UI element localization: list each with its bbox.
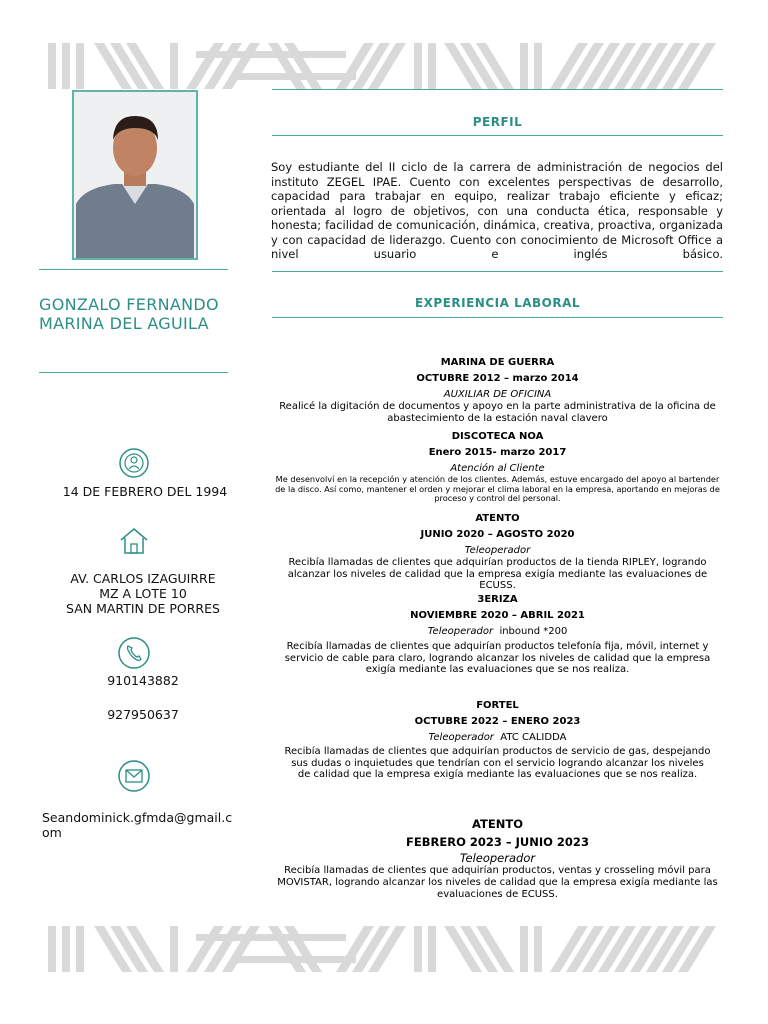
experience-entry	[272, 356, 723, 424]
section-title-profile: PERFIL	[472, 115, 523, 129]
job-dates: OCTUBRE 2022 – ENERO 2023	[414, 716, 581, 727]
address-line: AV. CARLOS IZAGUIRRE	[70, 571, 216, 586]
profile-photo	[72, 90, 198, 260]
experience-entry	[272, 593, 723, 676]
experience-entry	[272, 699, 723, 781]
phone-number: 910143882	[107, 673, 179, 688]
company-name: 3ERIZA	[477, 594, 518, 605]
job-role	[272, 388, 723, 401]
divider	[272, 135, 723, 136]
address-line: MZ A LOTE 10	[99, 586, 187, 601]
email: Seandominick.gfmda@gmail.com	[42, 810, 233, 840]
job-role-title: Teleoperador	[459, 851, 536, 865]
job-role	[272, 625, 723, 638]
experience-entry	[272, 430, 723, 504]
section-title-experience: EXPERIENCIA LABORAL	[414, 296, 581, 310]
job-role-title: Teleoperador	[464, 545, 531, 556]
mail-icon	[118, 760, 150, 792]
phone-icon	[118, 637, 150, 669]
person-name: GONZALO FERNANDO MARINA DEL AGUILA	[39, 295, 219, 333]
stripe-pattern	[46, 926, 719, 972]
experience-entry	[272, 512, 723, 592]
divider	[272, 317, 723, 318]
job-role	[272, 852, 723, 865]
profile-text: Soy estudiante del II ciclo de la carrera de administración de negocios del instituto ZEGEL IPAE. Cuento con excelentes perspectivas de desarrollo, capacidad para trabajar en equipo, realizar trabajo eficiente y eficaz; orientada al logro de objetivos, con una conducta ética, responsable y honesta; facilidad de comunicación, dinámica, creativa, proactiva, organizada y con capacidad de liderazgo. Cuento con conocimiento de Microsoft Office a nivel usuario e inglés básico.	[271, 160, 723, 261]
job-description: Recibía llamadas de clientes que adquirían productos, ventas y crosseling móvil para MOVISTAR, logrando alcanzar los niveles de calidad que la empresa exigía mediante las evaluaciones de ECUSS.	[277, 865, 718, 900]
address	[40, 571, 246, 616]
company-name: FORTEL	[476, 700, 519, 711]
divider	[272, 271, 723, 272]
avatar	[74, 92, 196, 258]
stripe-pattern	[46, 43, 719, 89]
person-icon	[119, 448, 149, 478]
job-role	[272, 544, 723, 557]
job-dates: FEBRERO 2023 – JUNIO 2023	[406, 835, 589, 849]
job-role-title: Teleoperador	[427, 626, 494, 637]
job-dates: Enero 2015- marzo 2017	[428, 447, 567, 458]
job-dates: JUNIO 2020 – AGOSTO 2020	[420, 529, 575, 540]
job-role	[272, 731, 723, 744]
job-role-detail: ATC CALIDDA	[500, 732, 567, 743]
job-dates: NOVIEMBRE 2020 – ABRIL 2021	[410, 610, 585, 621]
address-line: SAN MARTIN DE PORRES	[66, 601, 220, 616]
bottom-pattern-band	[46, 926, 719, 972]
top-pattern-band	[46, 43, 719, 89]
birthdate: 14 DE FEBRERO DEL 1994	[62, 484, 228, 499]
job-role-title: Teleoperador	[428, 732, 494, 743]
job-role-title: Atención al Cliente	[450, 463, 545, 474]
divider	[272, 89, 723, 90]
divider	[39, 269, 228, 270]
job-description: Recibía llamadas de clientes que adquirían productos telefonía fija, móvil, internet y servicio de cable para claro, logrando alcanzar los niveles de calidad que la empresa exigía mediante las evaluaciones que se nos realiza.	[284, 641, 711, 675]
job-description: Me desenvolví en la recepción y atención de los clientes. Además, estuve encargado del apoyo al bartender de la disco. Así como, mantener el orden y mejorar el clima laboral en la empresa, aportando en mejoras de proceso y control del personal.	[275, 474, 720, 503]
company-name: MARINA DE GUERRA	[440, 357, 555, 368]
company-name: DISCOTECA NOA	[451, 431, 544, 442]
home-icon	[118, 526, 148, 556]
job-description: Recibía llamadas de clientes que adquirían productos de la tienda RIPLEY, logrando alcanzar los niveles de calidad que la empresa exigía mediante las evaluaciones de ECUSS.	[287, 557, 708, 591]
job-role-title: AUXILIAR DE OFICINA	[443, 389, 552, 400]
company-name: ATENTO	[472, 817, 523, 831]
job-description: Realicé la digitación de documentos y apoyo en la parte administrativa de la oficina de abastecimiento de la estación naval clavero	[279, 401, 716, 424]
job-role-detail: inbound *200	[499, 626, 568, 637]
divider	[39, 372, 228, 373]
company-name: ATENTO	[475, 513, 520, 524]
job-description: Recibía llamadas de clientes que adquirían productos de servicio de gas, despejando sus dudas o inquietudes que tendrían con el servicio logrando alcanzar los niveles de calidad que la empresa exigía mediante las evaluaciones que se nos realiza.	[284, 746, 711, 780]
job-dates: OCTUBRE 2012 – marzo 2014	[416, 373, 579, 384]
phone-number: 927950637	[107, 707, 179, 722]
experience-entry	[272, 816, 723, 901]
